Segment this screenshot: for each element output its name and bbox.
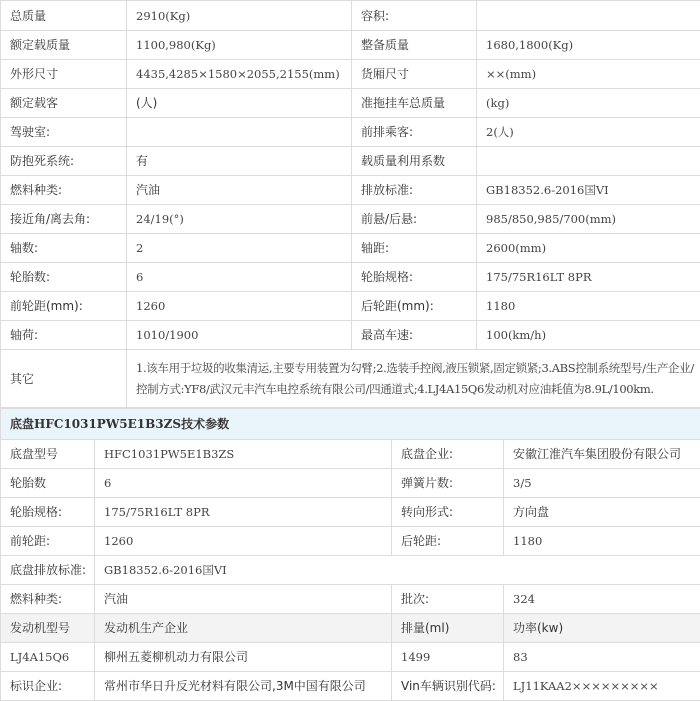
spec-label: 额定载质量 xyxy=(1,31,127,60)
spec-row-other xyxy=(1,350,700,408)
spec-label: 弹簧片数: xyxy=(392,469,504,498)
spec-row xyxy=(1,176,700,205)
spec-value: 175/75R16LT 8PR xyxy=(477,263,700,292)
engine-cell: LJ4A15Q6 xyxy=(1,643,95,672)
spec-label: 燃料种类: xyxy=(1,585,95,614)
spec-label: Vin车辆识别代码: xyxy=(392,672,504,701)
spec-label: 接近角/离去角: xyxy=(1,205,127,234)
spec-value: 常州市华日升反光材料有限公司,3M中国有限公司 xyxy=(95,672,392,701)
engine-header-cell: 排量(ml) xyxy=(392,614,504,643)
spec-value xyxy=(477,147,700,176)
spec-value: 方向盘 xyxy=(504,498,700,527)
spec-row xyxy=(1,60,700,89)
spec-label: 前轮距(mm): xyxy=(1,292,127,321)
spec-value: 1010/1900 xyxy=(127,321,352,350)
spec-label: 外形尺寸 xyxy=(1,60,127,89)
spec-value: 安徽江淮汽车集团股份有限公司 xyxy=(504,440,700,469)
spec-label: 准拖挂车总质量 xyxy=(352,89,477,118)
spec-label: 轮胎数: xyxy=(1,263,127,292)
spec-label: 底盘企业: xyxy=(392,440,504,469)
spec-value: 6 xyxy=(127,263,352,292)
spec-value: LJ11KAA2××××××××× xyxy=(504,672,700,701)
spec-value: 2910(Kg) xyxy=(127,1,352,31)
chassis-params-table xyxy=(0,408,700,701)
spec-row xyxy=(1,205,700,234)
spec-value: 1180 xyxy=(477,292,700,321)
spec-label: 容积: xyxy=(352,1,477,31)
engine-cell: 1499 xyxy=(392,643,504,672)
spec-value: 2(人) xyxy=(477,118,700,147)
spec-value: 2600(mm) xyxy=(477,234,700,263)
spec-value: 4435,4285×1580×2055,2155(mm) xyxy=(127,60,352,89)
spec-row xyxy=(1,118,700,147)
engine-header-cell: 功率(kw) xyxy=(504,614,700,643)
spec-value: (kg) xyxy=(477,89,700,118)
spec-row xyxy=(1,147,700,176)
spec-label: 防抱死系统: xyxy=(1,147,127,176)
spec-label: 前轮距: xyxy=(1,527,95,556)
spec-value: 有 xyxy=(127,147,352,176)
spec-value: 3/5 xyxy=(504,469,700,498)
spec-label: 货厢尺寸 xyxy=(352,60,477,89)
spec-label: 轴荷: xyxy=(1,321,127,350)
spec-value xyxy=(127,118,352,147)
spec-row xyxy=(1,89,700,118)
spec-label: 批次: xyxy=(392,585,504,614)
spec-label: 总质量 xyxy=(1,1,127,31)
spec-label: 最高车速: xyxy=(352,321,477,350)
spec-label: 轮胎规格: xyxy=(1,498,95,527)
spec-label: 额定载客 xyxy=(1,89,127,118)
spec-label: 排放标准: xyxy=(352,176,477,205)
spec-value: 100(km/h) xyxy=(477,321,700,350)
spec-label: 后轮距(mm): xyxy=(352,292,477,321)
spec-label: 前悬/后悬: xyxy=(352,205,477,234)
spec-label: 转向形式: xyxy=(392,498,504,527)
spec-value: 汽油 xyxy=(127,176,352,205)
spec-value: 24/19(°) xyxy=(127,205,352,234)
spec-value: 1680,1800(Kg) xyxy=(477,31,700,60)
spec-label: 驾驶室: xyxy=(1,118,127,147)
spec-label: 轴数: xyxy=(1,234,127,263)
spec-label: 轮胎数 xyxy=(1,469,95,498)
spec-label: 底盘型号 xyxy=(1,440,95,469)
spec-value: GB18352.6-2016国VI xyxy=(477,176,700,205)
spec-label: 载质量利用系数 xyxy=(352,147,477,176)
spec-value: 175/75R16LT 8PR xyxy=(95,498,392,527)
spec-label: 轮胎规格: xyxy=(352,263,477,292)
engine-header-cell: 发动机型号 xyxy=(1,614,95,643)
spec-label: 标识企业: xyxy=(1,672,95,701)
spec-value: 1180 xyxy=(504,527,700,556)
spec-value: 1100,980(Kg) xyxy=(127,31,352,60)
spec-label: 前排乘客: xyxy=(352,118,477,147)
spec-row xyxy=(1,321,700,350)
spec-value: (人) xyxy=(127,89,352,118)
spec-value: 6 xyxy=(95,469,392,498)
engine-cell: 83 xyxy=(504,643,700,672)
spec-value: GB18352.6-2016国VI xyxy=(95,556,700,585)
spec-row xyxy=(1,292,700,321)
spec-label: 后轮距: xyxy=(392,527,504,556)
spec-value: HFC1031PW5E1B3ZS xyxy=(95,440,392,469)
spec-value: 1260 xyxy=(95,527,392,556)
spec-row xyxy=(1,31,700,60)
spec-value: 汽油 xyxy=(95,585,392,614)
engine-header-cell: 发动机生产企业 xyxy=(95,614,392,643)
spec-label: 其它 xyxy=(1,350,127,408)
spec-value: 1260 xyxy=(127,292,352,321)
spec-row xyxy=(1,1,700,31)
spec-value: 985/850,985/700(mm) xyxy=(477,205,700,234)
spec-label: 轴距: xyxy=(352,234,477,263)
engine-cell: 柳州五菱柳机动力有限公司 xyxy=(95,643,392,672)
spec-value: 324 xyxy=(504,585,700,614)
other-notes: 1.该车用于垃圾的收集清运,主要专用装置为勾臂;2.选装手控阀,液压锁紧,固定锁紧;3.ABS控制系统型号/生产企业/控制方式:YF8/武汉元丰汽车电控系统有限公司/四通道式;4.LJ4A15Q6发动机对应油耗值为8.9L/100km. xyxy=(127,350,700,408)
spec-value xyxy=(477,1,700,31)
spec-value: 2 xyxy=(127,234,352,263)
spec-row xyxy=(1,234,700,263)
chassis-section-title: 底盘HFC1031PW5E1B3ZS技术参数 xyxy=(1,409,700,440)
spec-label: 燃料种类: xyxy=(1,176,127,205)
spec-label: 整备质量 xyxy=(352,31,477,60)
spec-row xyxy=(1,263,700,292)
spec-value: ××(mm) xyxy=(477,60,700,89)
spec-label: 底盘排放标准: xyxy=(1,556,95,585)
